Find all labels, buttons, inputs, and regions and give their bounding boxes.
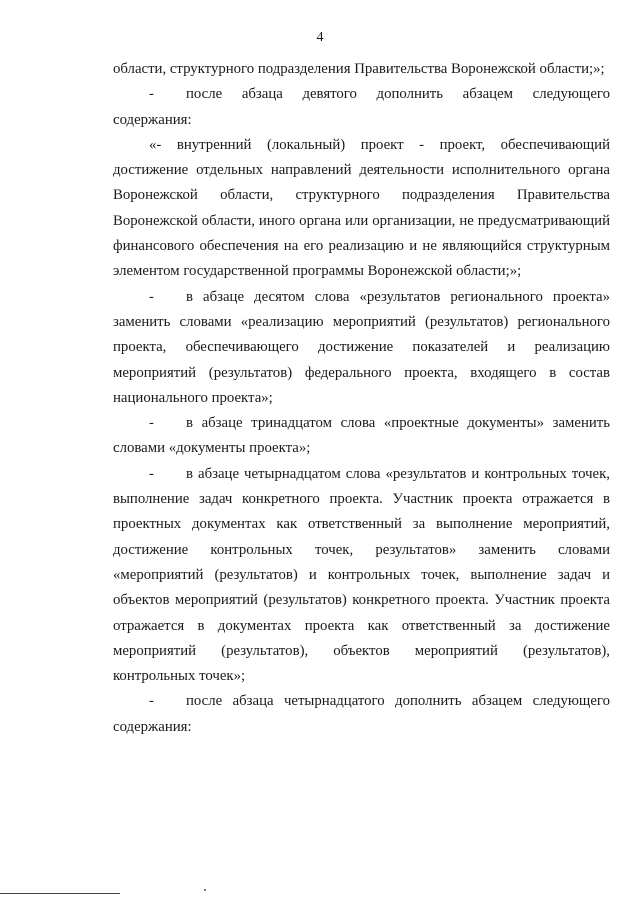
paragraph-text: в абзаце десятом слова «результатов регионального проекта» заменить словами «реализацию мероприятий (результатов) регионального проекта, обеспечивающего достижение показателей и реализацию мероприятий (результатов) федерального проекта, входящего в состав национального проекта»; [113, 288, 610, 406]
scan-artifact-line [0, 893, 120, 894]
paragraph-text: в абзаце тринадцатом слова «проектные документы» заменить словами «документы проекта»; [113, 415, 610, 457]
dash-marker: - [149, 465, 154, 482]
paragraph-text: в абзаце четырнадцатом слова «результатов и контрольных точек, выполнение задач конкретного проекта. Участник проекта отражается в проектных документах как ответственный за выполнение мероприятий, достижение контрольных точек, результатов» заменить словами «мероприятий (результатов) и контрольных точек, выполнение задач и объектов мероприятий (результатов) конкретного проекта. Участник проекта отражается в документах проекта как ответственный за достижение мероприятий (результатов), объектов мероприятий (результатов), контрольных точек»; [113, 465, 610, 685]
dash-marker: - [149, 86, 154, 103]
paragraph-text: «- внутренний (локальный) проект - проект, обеспечивающий достижение отдельных направлений деятельности исполнительного органа Воронежской области, структурного подразделения Правительства Воронежской области, иного органа или организации, не предусматривающий финансового обеспечения на его реализацию и не являющийся структурным элементом государственной программы Воронежской области;»; [113, 136, 610, 280]
paragraph-text: области, структурного подразделения Правительства Воронежской области;»; [113, 61, 605, 77]
list-item [113, 411, 610, 462]
paragraph-text: после абзаца четырнадцатого дополнить абзацем следующего содержания: [113, 693, 610, 735]
list-item [113, 462, 610, 690]
list-item [113, 689, 610, 740]
paragraph-continuation [113, 57, 610, 82]
dash-marker: - [149, 693, 154, 710]
document-body [113, 57, 610, 740]
scan-artifact-dot [204, 889, 206, 891]
quoted-paragraph [113, 133, 610, 285]
page-number: 4 [316, 30, 324, 45]
list-item [113, 82, 610, 133]
list-item [113, 285, 610, 411]
dash-marker: - [149, 288, 154, 305]
dash-marker: - [149, 415, 154, 432]
paragraph-text: после абзаца девятого дополнить абзацем следующего содержания: [113, 86, 610, 128]
